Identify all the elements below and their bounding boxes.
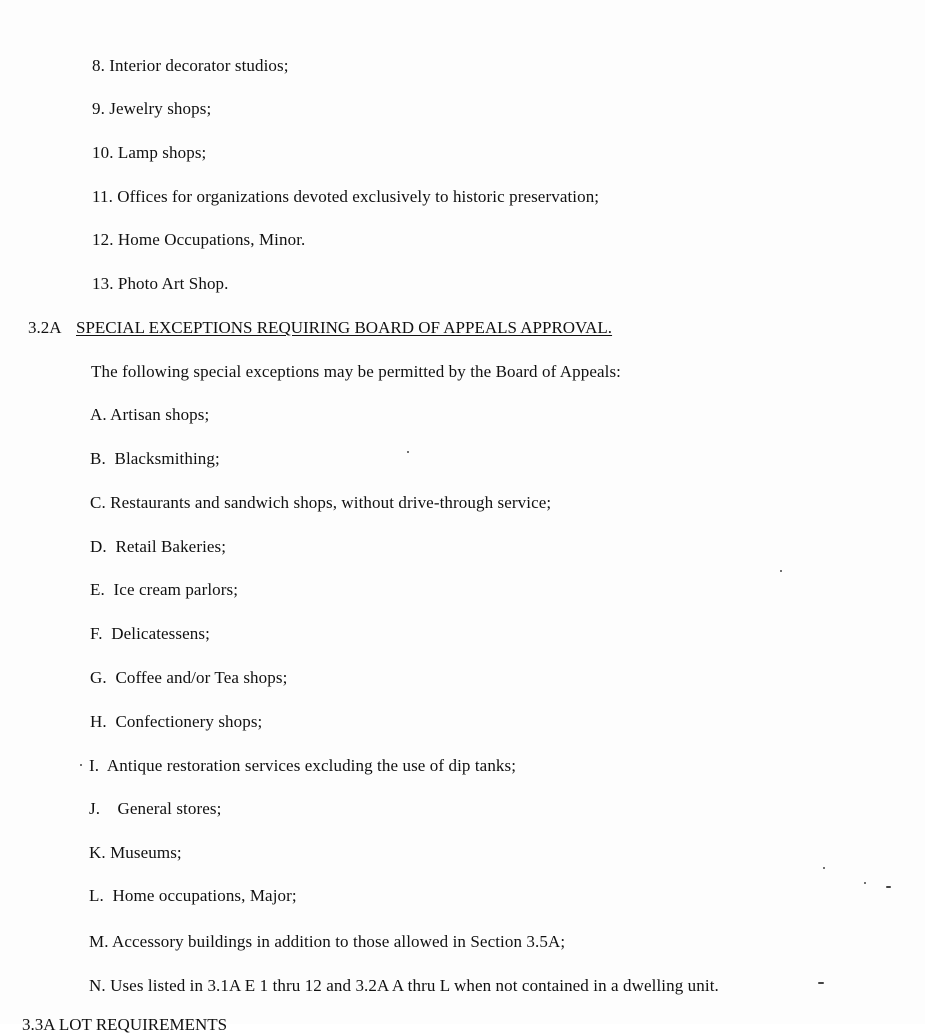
exception-letter: J.	[89, 799, 101, 818]
list-item: 8. Interior decorator studios;	[92, 56, 289, 75]
exception-item	[90, 536, 226, 558]
list-item: 12. Home Occupations, Minor.	[92, 230, 306, 249]
exception-text: Confectionery shops;	[115, 712, 263, 731]
exception-letter: K.	[89, 843, 106, 862]
exception-letter: L.	[89, 886, 104, 905]
scan-speck	[780, 570, 782, 572]
exception-item	[90, 404, 209, 426]
scan-speck	[886, 886, 891, 888]
scan-speck	[818, 982, 824, 984]
exception-letter: C.	[90, 493, 106, 512]
section-intro: The following special exceptions may be permitted by the Board of Appeals:	[91, 362, 622, 381]
exception-item	[89, 798, 221, 820]
exception-item	[90, 448, 220, 470]
exception-item	[89, 842, 182, 864]
list-item: 10. Lamp shops;	[92, 143, 207, 162]
scan-speck	[864, 882, 866, 884]
exception-text: Museums;	[110, 843, 182, 862]
exception-text: Delicatessens;	[111, 624, 210, 643]
exception-letter: N.	[89, 976, 106, 995]
exception-text: Ice cream parlors;	[113, 580, 239, 599]
exception-item	[89, 755, 516, 777]
exception-item	[89, 975, 719, 997]
exception-text: Retail Bakeries;	[115, 537, 227, 556]
exception-text: Accessory buildings in addition to those allowed in Section 3.5A;	[112, 932, 566, 951]
exception-text: Artisan shops;	[110, 405, 210, 424]
exception-text: General stores;	[117, 799, 222, 818]
list-item: 11. Offices for organizations devoted exclusively to historic preservation;	[92, 187, 600, 206]
exception-letter: D.	[90, 537, 107, 556]
section-title: SPECIAL EXCEPTIONS REQUIRING BOARD OF APPEALS APPROVAL.	[76, 318, 613, 337]
exception-letter: M.	[89, 932, 109, 951]
next-section-heading-partial: 3.3A LOT REQUIREMENTS	[22, 1015, 228, 1034]
exception-letter: G.	[90, 668, 107, 687]
exception-letter: F.	[90, 624, 103, 643]
exception-letter: A.	[90, 405, 107, 424]
exception-item	[90, 667, 287, 689]
exception-text: Restaurants and sandwich shops, without drive-through service;	[110, 493, 552, 512]
exception-letter: I.	[89, 756, 100, 775]
exception-text: Home occupations, Major;	[112, 886, 297, 905]
section-number: 3.2A	[28, 318, 62, 337]
exception-text: Coffee and/or Tea shops;	[115, 668, 288, 687]
exception-item	[90, 492, 551, 514]
scan-speck	[407, 451, 409, 453]
list-item: 9. Jewelry shops;	[92, 99, 212, 118]
exception-letter: E.	[90, 580, 105, 599]
exception-text: Antique restoration services excluding the use of dip tanks;	[106, 756, 517, 775]
exception-item	[90, 711, 262, 733]
exception-item	[89, 885, 297, 907]
list-item: 13. Photo Art Shop.	[92, 274, 229, 293]
scan-speck	[823, 867, 825, 869]
exception-item	[90, 623, 210, 645]
exception-text: Uses listed in 3.1A E 1 thru 12 and 3.2A A thru L when not contained in a dwelling unit.	[110, 976, 719, 995]
exception-item	[90, 579, 238, 601]
exception-item	[89, 931, 565, 953]
exception-text: Blacksmithing;	[114, 449, 220, 468]
scan-speck	[80, 764, 82, 766]
exception-letter: B.	[90, 449, 106, 468]
exception-letter: H.	[90, 712, 107, 731]
